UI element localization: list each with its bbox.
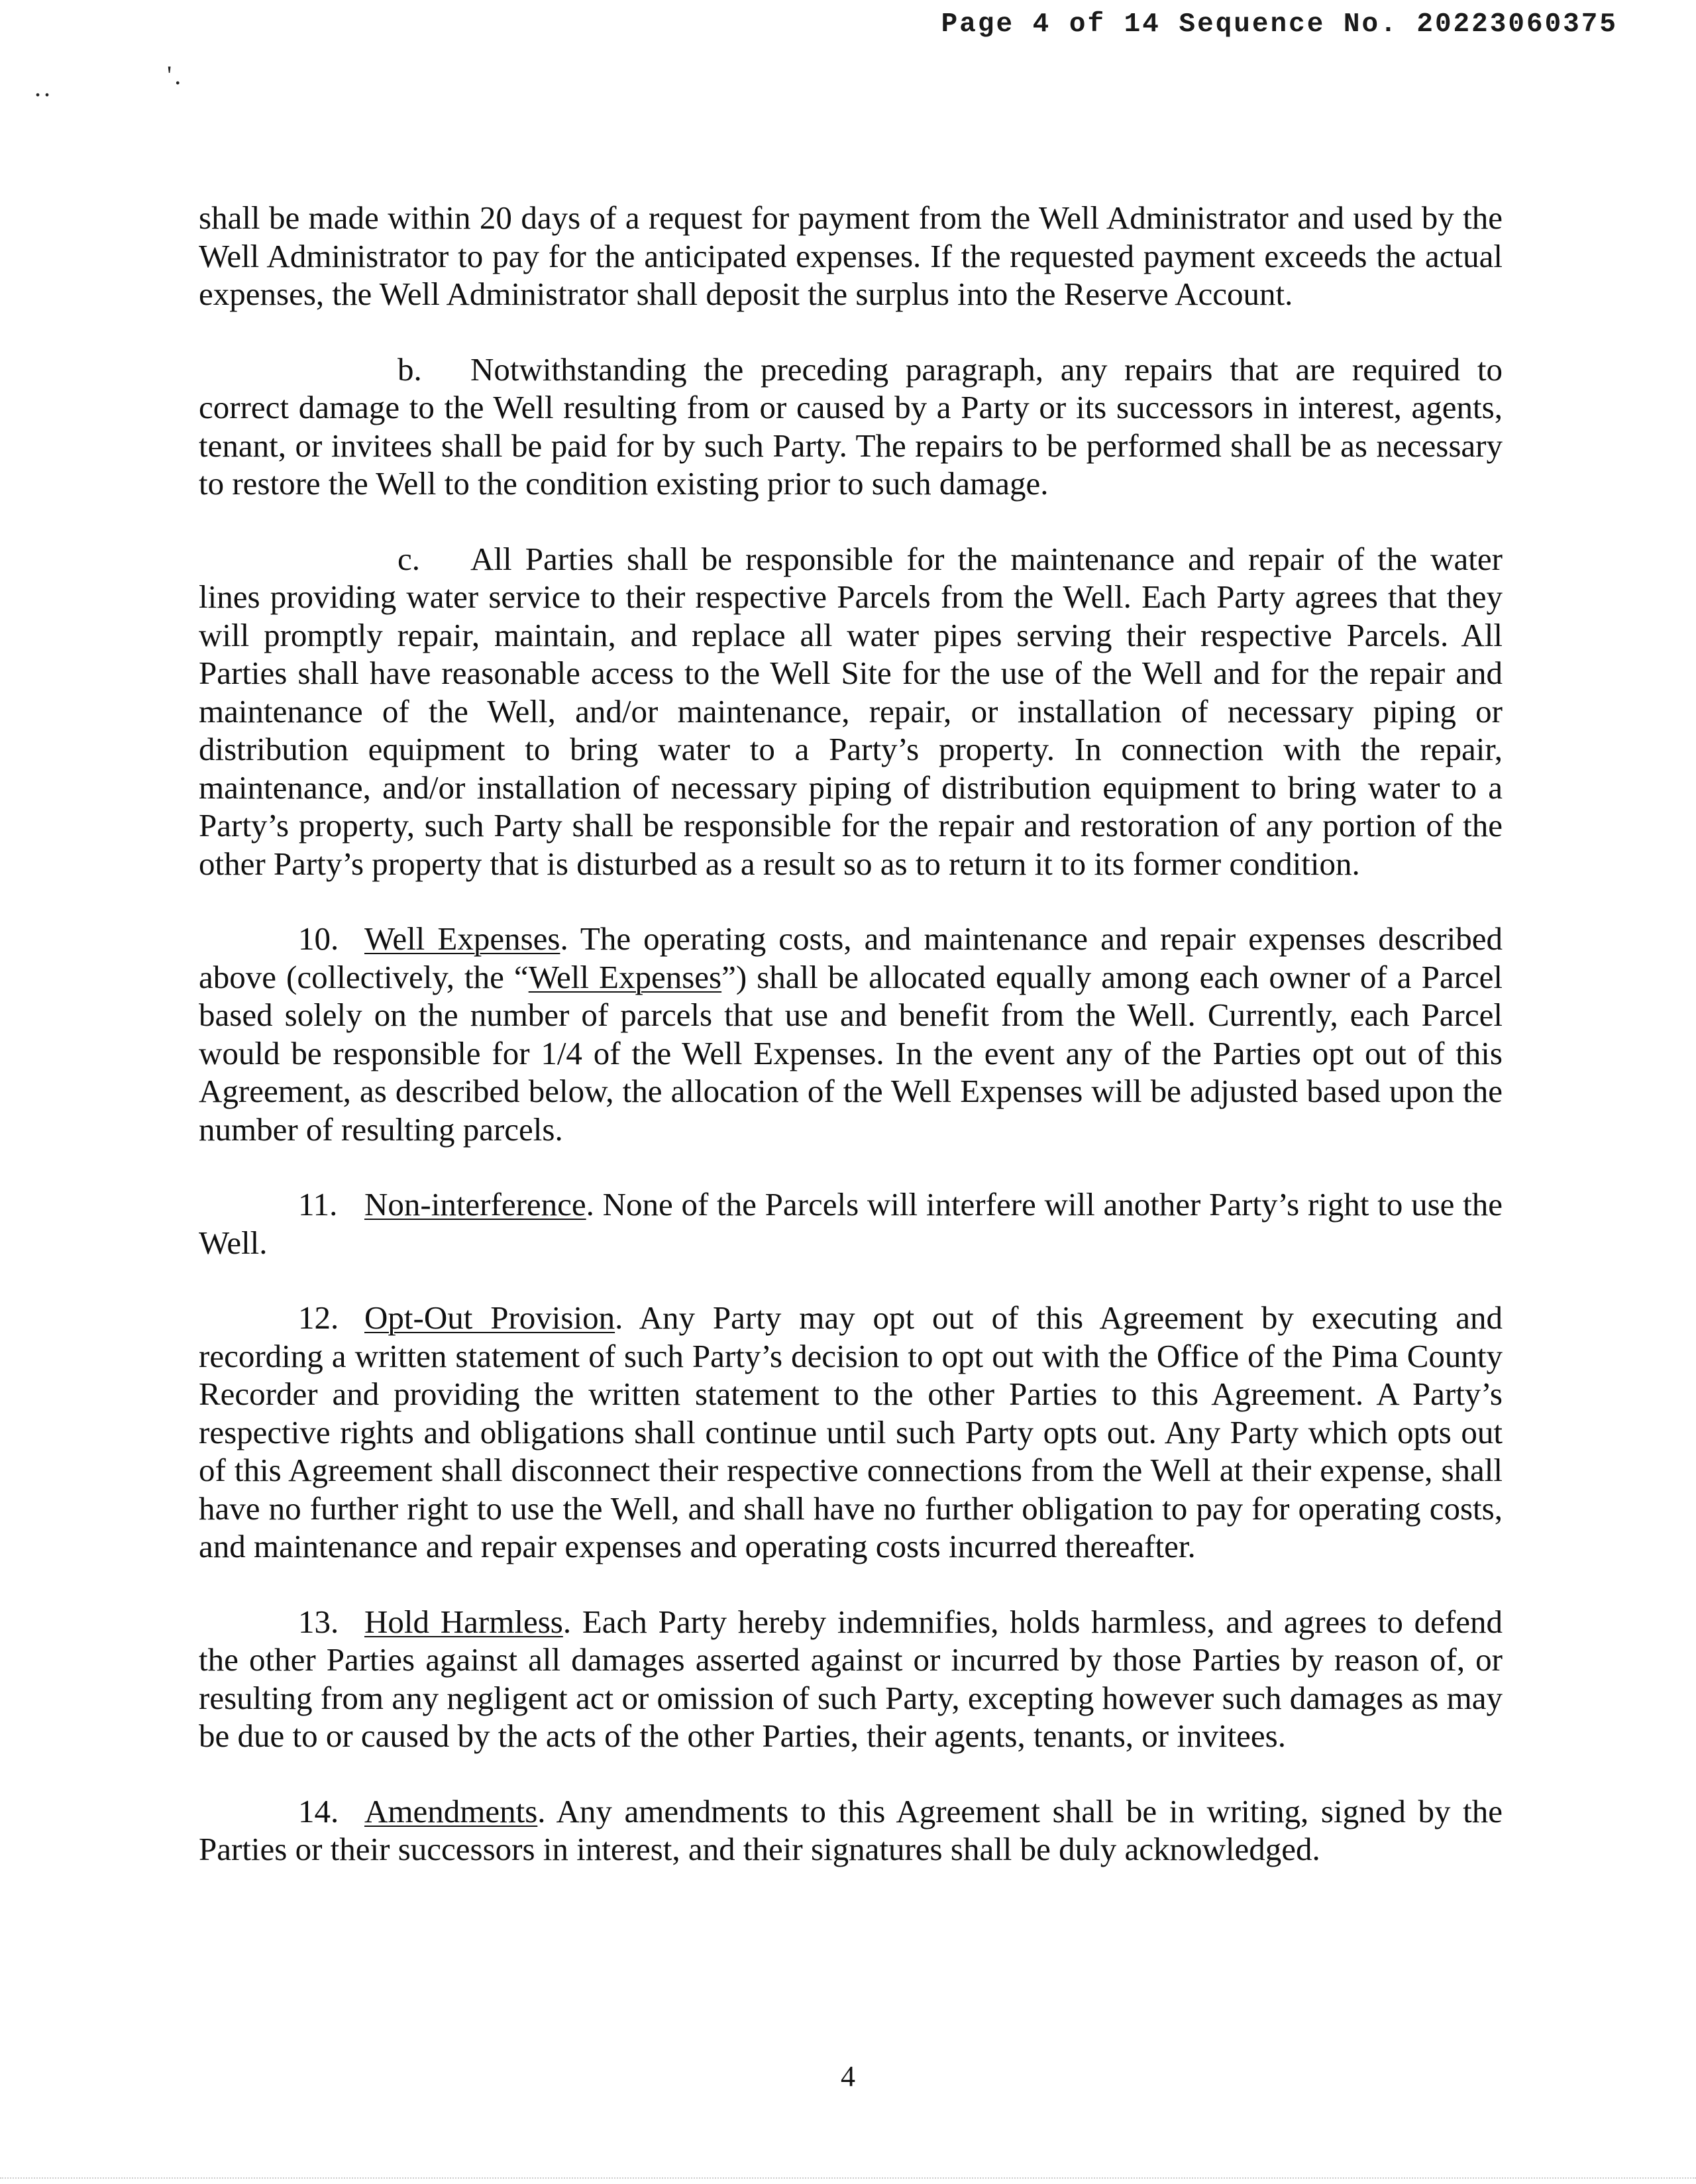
- section-13-hold-harmless: [199, 1603, 1503, 1755]
- section-10-text-a: . The operating costs, and maintenance and repair expenses described above (collectively, the “: [199, 920, 1503, 995]
- section-11-number: 11.: [298, 1186, 338, 1223]
- section-14-amendments: [199, 1792, 1503, 1869]
- page-header: Page 4 of 14 Sequence No. 20223060375: [941, 9, 1618, 40]
- section-13-number: 13.: [298, 1603, 339, 1640]
- paragraph-b: [199, 351, 1503, 503]
- section-13-heading: Hold Harmless: [364, 1603, 563, 1640]
- section-12-text: . Any Party may opt out of this Agreement by executing and recording a written statement of such Party’s decision to opt out with the Office of the Pima County Recorder and providing the written statement to the other Parties to this Agreement. A Party’s respective rights and obligations shall continue until such Party opts out. Any Party which opts out of this Agreement shall disconnect their respective connections from the Well at their expense, shall have no further right to use the Well, and shall have no further obligation to pay for operating costs, and maintenance and repair expenses and operating costs incurred thereafter.: [199, 1299, 1503, 1564]
- scan-edge-mark: [0, 2177, 1696, 2180]
- section-10-number: 10.: [298, 920, 339, 957]
- paragraph-c-label: c.: [398, 540, 420, 577]
- paragraph-continued: shall be made within 20 days of a request for payment from the Well Administrator and used by the Well Administrator to pay for the anticipated expenses. If the requested payment exceeds the actual expenses, the Well Administrator shall deposit the surplus into the Reserve Account.: [199, 199, 1503, 312]
- section-10-defined-term: Well Expenses: [528, 958, 722, 995]
- section-11-non-interference: [199, 1185, 1503, 1262]
- section-12-number: 12.: [298, 1299, 339, 1336]
- page-number: 4: [841, 2060, 855, 2093]
- section-12-heading: Opt-Out Provision: [364, 1299, 615, 1336]
- section-14-text: . Any amendments to this Agreement shall be in writing, signed by the Parties or their successors in interest, and their signatures shall be duly acknowledged.: [199, 1792, 1503, 1867]
- scan-mark-right: '.: [167, 60, 184, 90]
- paragraph-c-text: All Parties shall be responsible for the maintenance and repair of the water lines providing water service to their respective Parcels from the Well. Each Party agrees that they will promptly repair, maintain, and replace all water pipes serving their respective Parcels. All Parties shall have reasonable access to the Well Site for the use of the Well and for the repair and maintenance of the Well, and/or maintenance, repair, or installation of necessary piping or distribution equipment to bring water to a Party’s property. In connection with the repair, maintenance, and/or installation of necessary piping of distribution equipment to bring water to a Party’s property, such Party shall be responsible for the repair and restoration of any portion of the other Party’s property that is disturbed as a result so as to return it to its former condition.: [199, 540, 1503, 882]
- section-10-heading: Well Expenses: [364, 920, 560, 957]
- scan-mark-left: ..: [34, 72, 53, 102]
- section-14-number: 14.: [298, 1792, 339, 1829]
- section-14-heading: Amendments: [364, 1792, 538, 1829]
- section-10-text-b: ”) shall be allocated equally among each owner of a Parcel based solely on the number of parcels that use and benefit from the Well. Currently, each Parcel would be responsible for 1/4 of the Well Expenses. In the event any of the Parties opt out of this Agreement, as described below, the allocation of the Well Expenses will be adjusted based upon the number of resulting parcels.: [199, 958, 1503, 1148]
- section-10-well-expenses: [199, 920, 1503, 1148]
- scan-marks: [34, 60, 184, 103]
- paragraph-b-text: Notwithstanding the preceding paragraph, any repairs that are required to correct damage to the Well resulting from or caused by a Party or its successors in interest, agents, tenant, or invitees shall be paid for by such Party. The repairs to be performed shall be as necessary to restore the Well to the condition existing prior to such damage.: [199, 351, 1503, 502]
- paragraph-c: [199, 540, 1503, 883]
- section-11-heading: Non-interference: [364, 1186, 586, 1223]
- section-12-opt-out: [199, 1299, 1503, 1566]
- paragraph-b-label: b.: [398, 351, 422, 388]
- section-11-text: . None of the Parcels will interfere will another Party’s right to use the Well.: [199, 1186, 1503, 1261]
- document-body: [199, 199, 1503, 1906]
- section-13-text: . Each Party hereby indemnifies, holds harmless, and agrees to defend the other Parties against all damages asserted against or incurred by those Parties by reason of, or resulting from any negligent act or omission of such Party, excepting however such damages as may be due to or caused by the acts of the other Parties, their agents, tenants, or invitees.: [199, 1603, 1503, 1754]
